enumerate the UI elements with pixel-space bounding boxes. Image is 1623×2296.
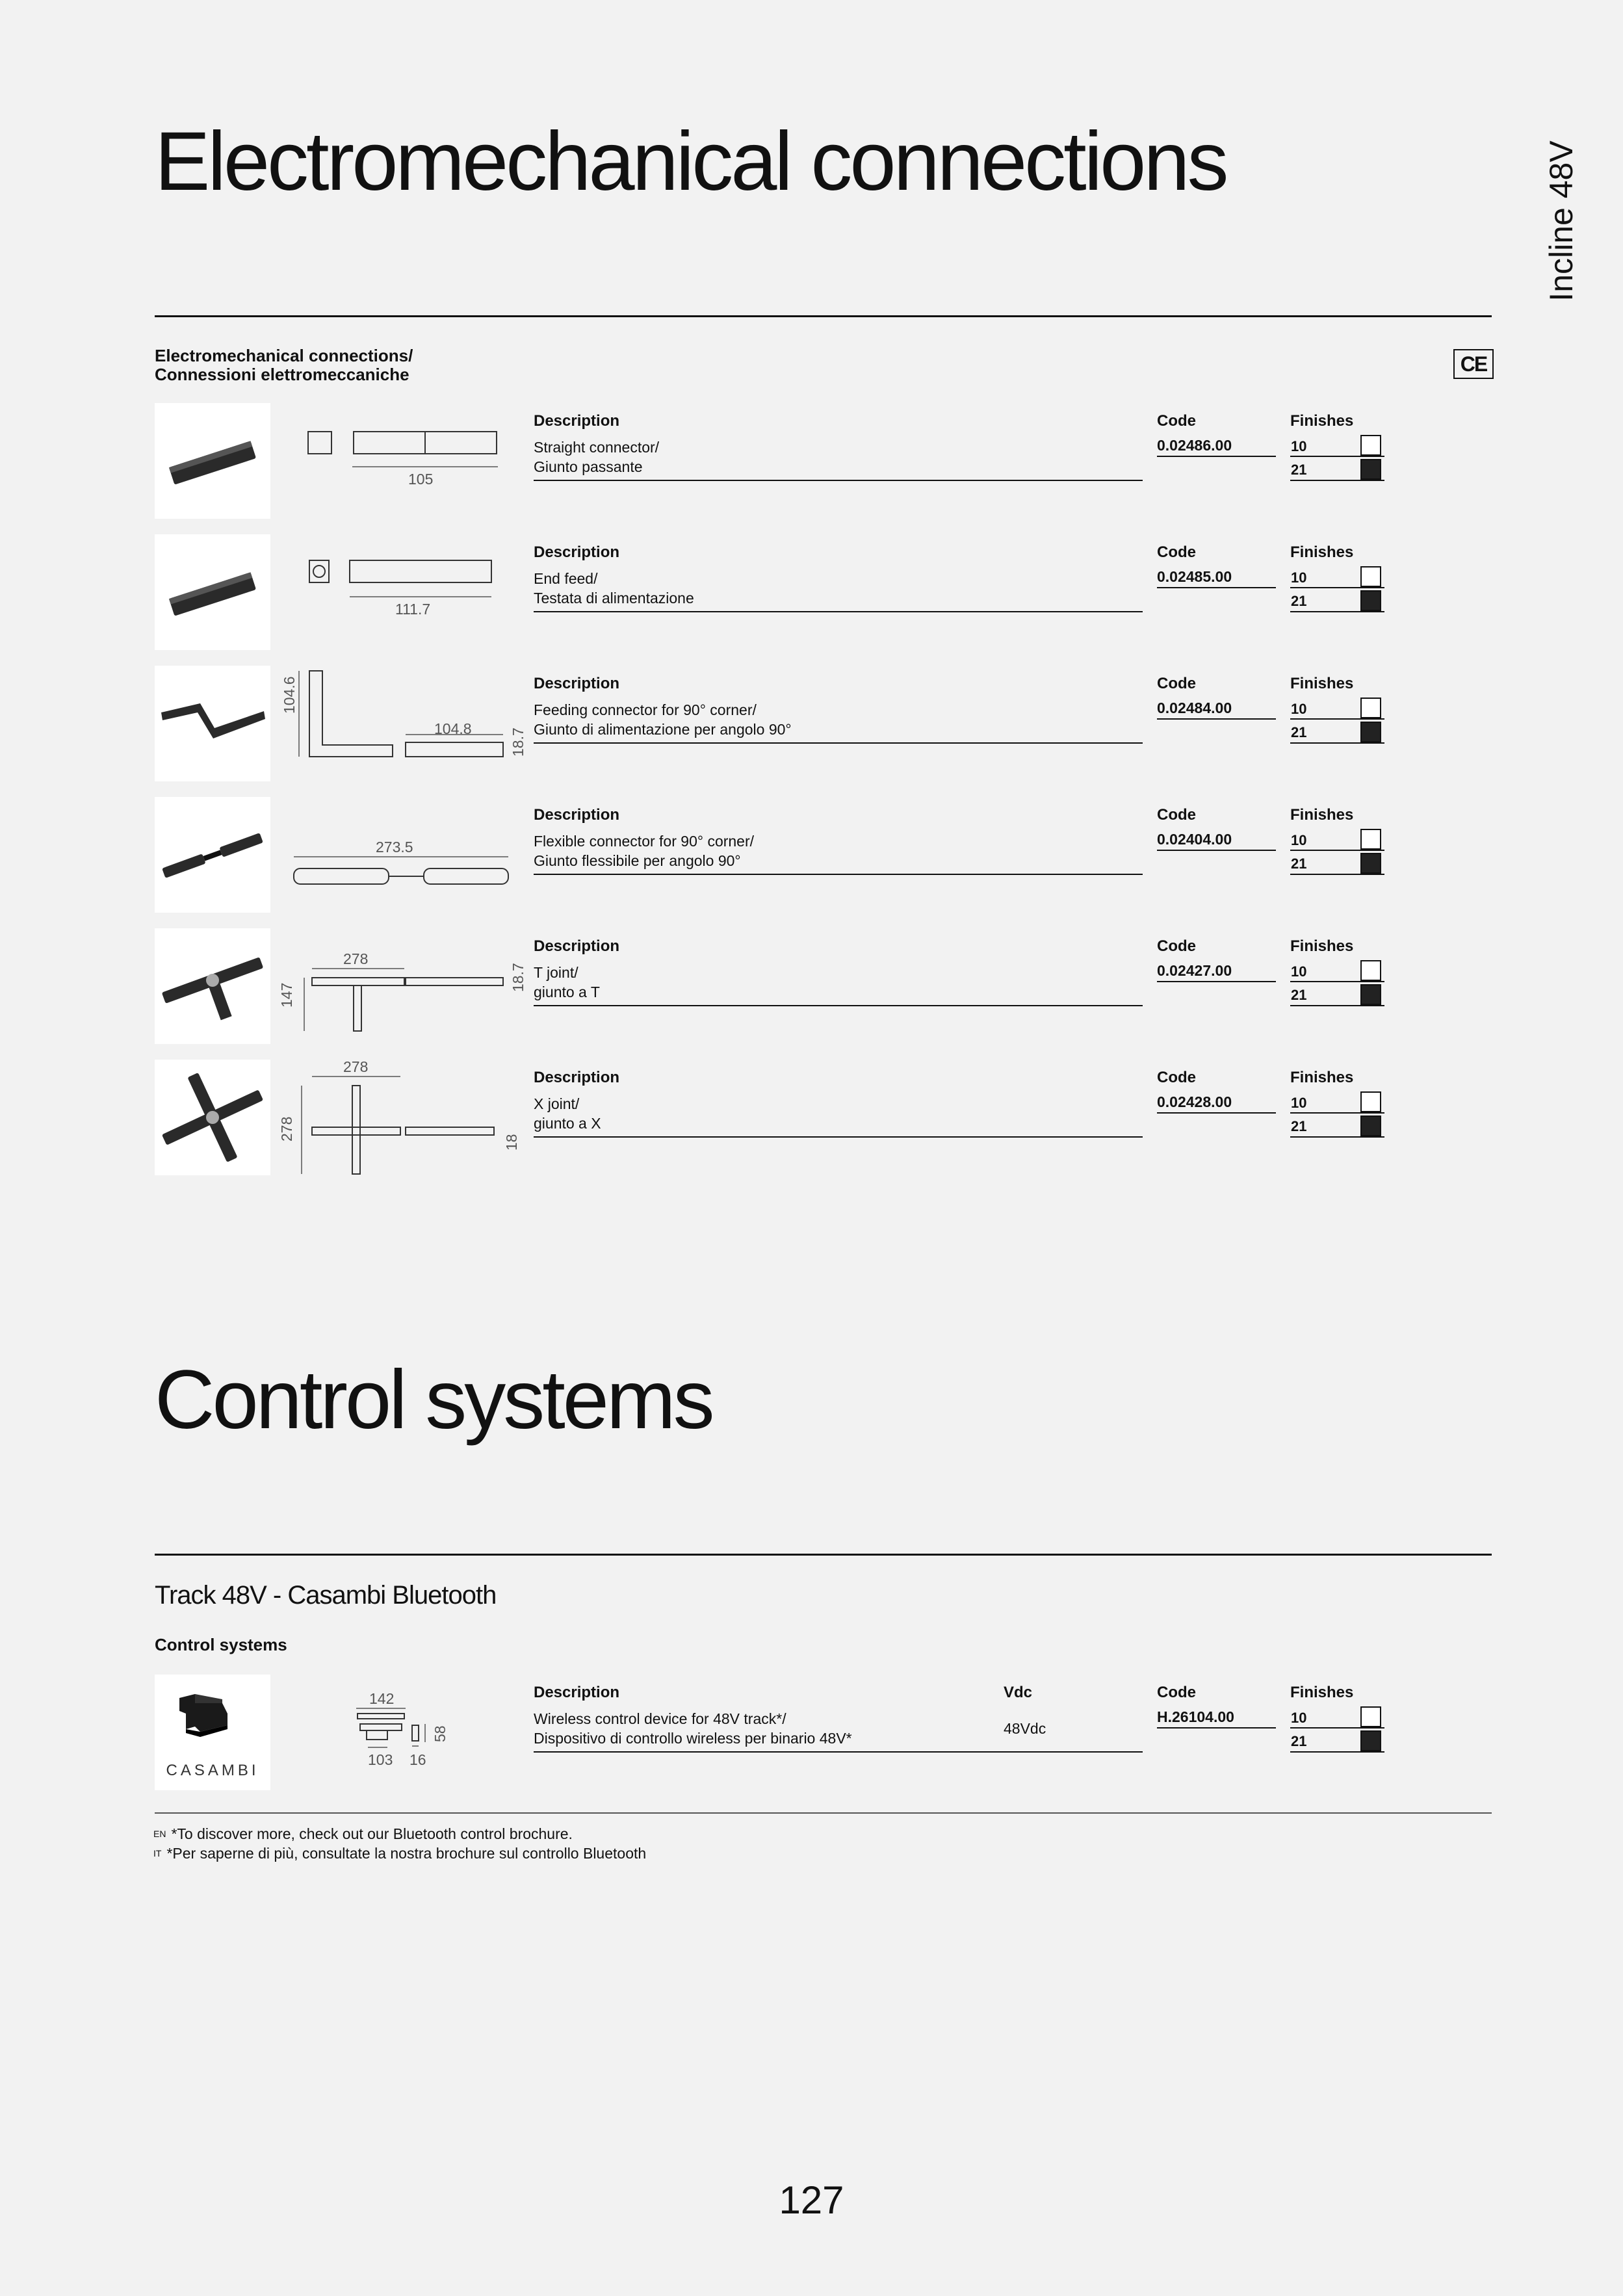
header-code: Code [1157,1684,1196,1701]
subsection-title: Track 48V - Casambi Bluetooth [155,1581,497,1610]
header-description: Description [534,1069,620,1086]
desc-it: Dispositivo di controllo wireless per binario 48V* [534,1730,852,1747]
dimension-label: 147 [278,982,295,1008]
row-underline [534,874,1143,875]
product-code: 0.02485.00 [1157,568,1232,585]
section-label-it: Connessioni elettromeccaniche [155,365,409,384]
header-description: Description [534,1684,620,1701]
header-code: Code [1157,412,1196,430]
header-finishes: Finishes [1290,806,1354,824]
note-text-it: *Per saperne di più, consultate la nostra brochure sul controllo Bluetooth [166,1845,647,1862]
finish-swatch-white [1360,566,1381,587]
finish-code-10: 10 [1291,701,1307,717]
finish-underline [1290,981,1384,982]
desc-en: Straight connector/ [534,439,660,456]
casambi-logo: CASAMBI [166,1762,259,1779]
dim-base: 103 [368,1751,393,1768]
finish-swatch-white [1360,698,1381,718]
header-code: Code [1157,675,1196,692]
side-tab-label: Incline 48V [1543,140,1579,302]
finish-swatch-black [1360,853,1381,874]
dimension-label: 104.8 [434,720,472,737]
finish-underline [1290,1751,1384,1753]
row-underline [534,611,1143,612]
product-description [534,700,792,739]
notes-divider [155,1812,1492,1814]
finish-underline [1290,1136,1384,1138]
finish-swatch-white [1360,829,1381,850]
header-description: Description [534,675,620,692]
desc-en: Flexible connector for 90° corner/ [534,833,755,850]
product-drawing [281,666,526,781]
product-photo [155,534,270,650]
header-finishes: Finishes [1290,675,1354,692]
ce-mark-icon: CE [1453,349,1494,379]
product-description [534,1094,601,1133]
finish-swatch-white [1360,960,1381,981]
product-vdc: 48Vdc [1004,1720,1046,1737]
code-underline [1157,1112,1276,1114]
code-underline [1157,850,1276,851]
header-finishes: Finishes [1290,1684,1354,1701]
finish-code-21: 21 [1291,462,1307,478]
finish-swatch-black [1360,590,1381,611]
dimension-label: 104.6 [281,676,298,714]
finish-underline [1290,587,1384,588]
finish-code-10: 10 [1291,438,1307,454]
desc-en: T joint/ [534,964,578,981]
section-label [155,346,413,384]
header-code: Code [1157,806,1196,824]
product-photo [155,403,270,519]
product-code: 0.02484.00 [1157,699,1232,716]
dim-height: 58 [432,1725,448,1742]
desc-en: Feeding connector for 90° corner/ [534,701,757,718]
product-code: 0.02427.00 [1157,962,1232,979]
dimension-label: 278 [343,1058,369,1075]
desc-it: giunto a T [534,984,600,1000]
product-code: 0.02428.00 [1157,1093,1232,1110]
product-description [534,963,600,1002]
dimension-label: 273.5 [376,839,413,855]
finish-code-10: 10 [1291,963,1307,980]
desc-en: X joint/ [534,1095,580,1112]
dimension-label: 18.7 [510,727,526,757]
note-lang-en: EN [153,1829,166,1839]
product-description [534,437,659,476]
code-underline [1157,1727,1276,1729]
product-drawing-casambi [285,1675,525,1790]
section-title-control: Control systems [155,1353,712,1446]
side-tab [1535,133,1587,309]
header-description: Description [534,937,620,955]
product-description [534,569,694,608]
section-divider [155,315,1492,317]
row-underline [534,742,1143,744]
row-underline [534,1136,1143,1138]
product-drawing [278,928,526,1044]
header-finishes: Finishes [1290,937,1354,955]
product-code: 0.02486.00 [1157,437,1232,454]
header-code: Code [1157,1069,1196,1086]
product-photo-casambi [155,1675,270,1790]
finish-underline [1290,718,1384,720]
product-drawing [285,403,525,519]
finish-code-21: 21 [1291,593,1307,609]
header-code: Code [1157,937,1196,955]
row-underline [534,480,1143,481]
dimension-label: 18 [503,1134,520,1151]
section-label-en: Electromechanical connections/ [155,346,413,365]
finish-code-10: 10 [1291,569,1307,586]
dimension-label: 105 [408,471,434,488]
finish-code-10: 10 [1291,1710,1307,1726]
code-underline [1157,456,1276,457]
product-photo [155,1060,270,1175]
finish-underline [1290,874,1384,875]
code-underline [1157,718,1276,720]
header-finishes: Finishes [1290,543,1354,561]
header-vdc: Vdc [1004,1684,1033,1701]
page-number: 127 [779,2178,844,2222]
header-finishes: Finishes [1290,1069,1354,1086]
header-code: Code [1157,543,1196,561]
finish-swatch-white [1360,1091,1381,1112]
section-divider-2 [155,1554,1492,1556]
finish-code-21: 21 [1291,855,1307,872]
finish-swatch-black [1360,1115,1381,1136]
finish-code-10: 10 [1291,1095,1307,1111]
finish-underline [1290,1005,1384,1006]
desc-en: End feed/ [534,570,598,587]
dimension-label: 111.7 [395,601,431,618]
desc-it: Giunto passante [534,458,643,475]
dimension-label: 278 [343,950,369,967]
finish-code-21: 21 [1291,1118,1307,1134]
desc-en: Wireless control device for 48V track*/ [534,1710,786,1727]
finish-underline [1290,456,1384,457]
finish-underline [1290,1727,1384,1729]
finish-underline [1290,850,1384,851]
finish-swatch-black [1360,984,1381,1005]
note-lang-it: IT [153,1848,162,1859]
finish-code-10: 10 [1291,832,1307,848]
desc-it: Giunto di alimentazione per angolo 90° [534,721,792,738]
finish-swatch-black [1360,459,1381,480]
header-description: Description [534,543,620,561]
finish-code-21: 21 [1291,1733,1307,1749]
product-description [534,831,754,870]
header-finishes: Finishes [1290,412,1354,430]
product-code: H.26104.00 [1157,1708,1234,1725]
product-description [534,1709,852,1748]
dim-width: 142 [369,1690,395,1707]
product-photo [155,797,270,913]
dimension-label: 278 [278,1116,295,1141]
finish-swatch-black [1360,722,1381,742]
finish-underline [1290,611,1384,612]
code-underline [1157,587,1276,588]
product-drawing [278,1058,525,1175]
finish-swatch-white [1360,435,1381,456]
note-it [153,1844,646,1863]
product-drawing [285,534,525,650]
header-description: Description [534,412,620,430]
section-title-electromechanical: Electromechanical connections [155,115,1227,208]
row-underline [534,1005,1143,1006]
dim-depth: 16 [409,1751,426,1768]
code-underline [1157,981,1276,982]
dimension-label: 18.7 [510,963,526,992]
finish-underline [1290,1112,1384,1114]
product-photo [155,928,270,1044]
finish-swatch-black [1360,1730,1381,1751]
finish-code-21: 21 [1291,987,1307,1003]
note-text-en: *To discover more, check out our Bluetooth control brochure. [171,1825,573,1842]
desc-it: giunto a X [534,1115,601,1132]
subsection-label: Control systems [155,1635,287,1654]
finish-underline [1290,742,1384,744]
note-en [153,1824,573,1844]
finish-code-21: 21 [1291,724,1307,740]
product-code: 0.02404.00 [1157,831,1232,848]
header-description: Description [534,806,620,824]
desc-it: Giunto flessibile per angolo 90° [534,852,741,869]
row-underline [534,1751,1143,1753]
product-drawing [285,797,525,913]
desc-it: Testata di alimentazione [534,590,694,607]
finish-swatch-white [1360,1706,1381,1727]
product-photo [155,666,270,781]
finish-underline [1290,480,1384,481]
